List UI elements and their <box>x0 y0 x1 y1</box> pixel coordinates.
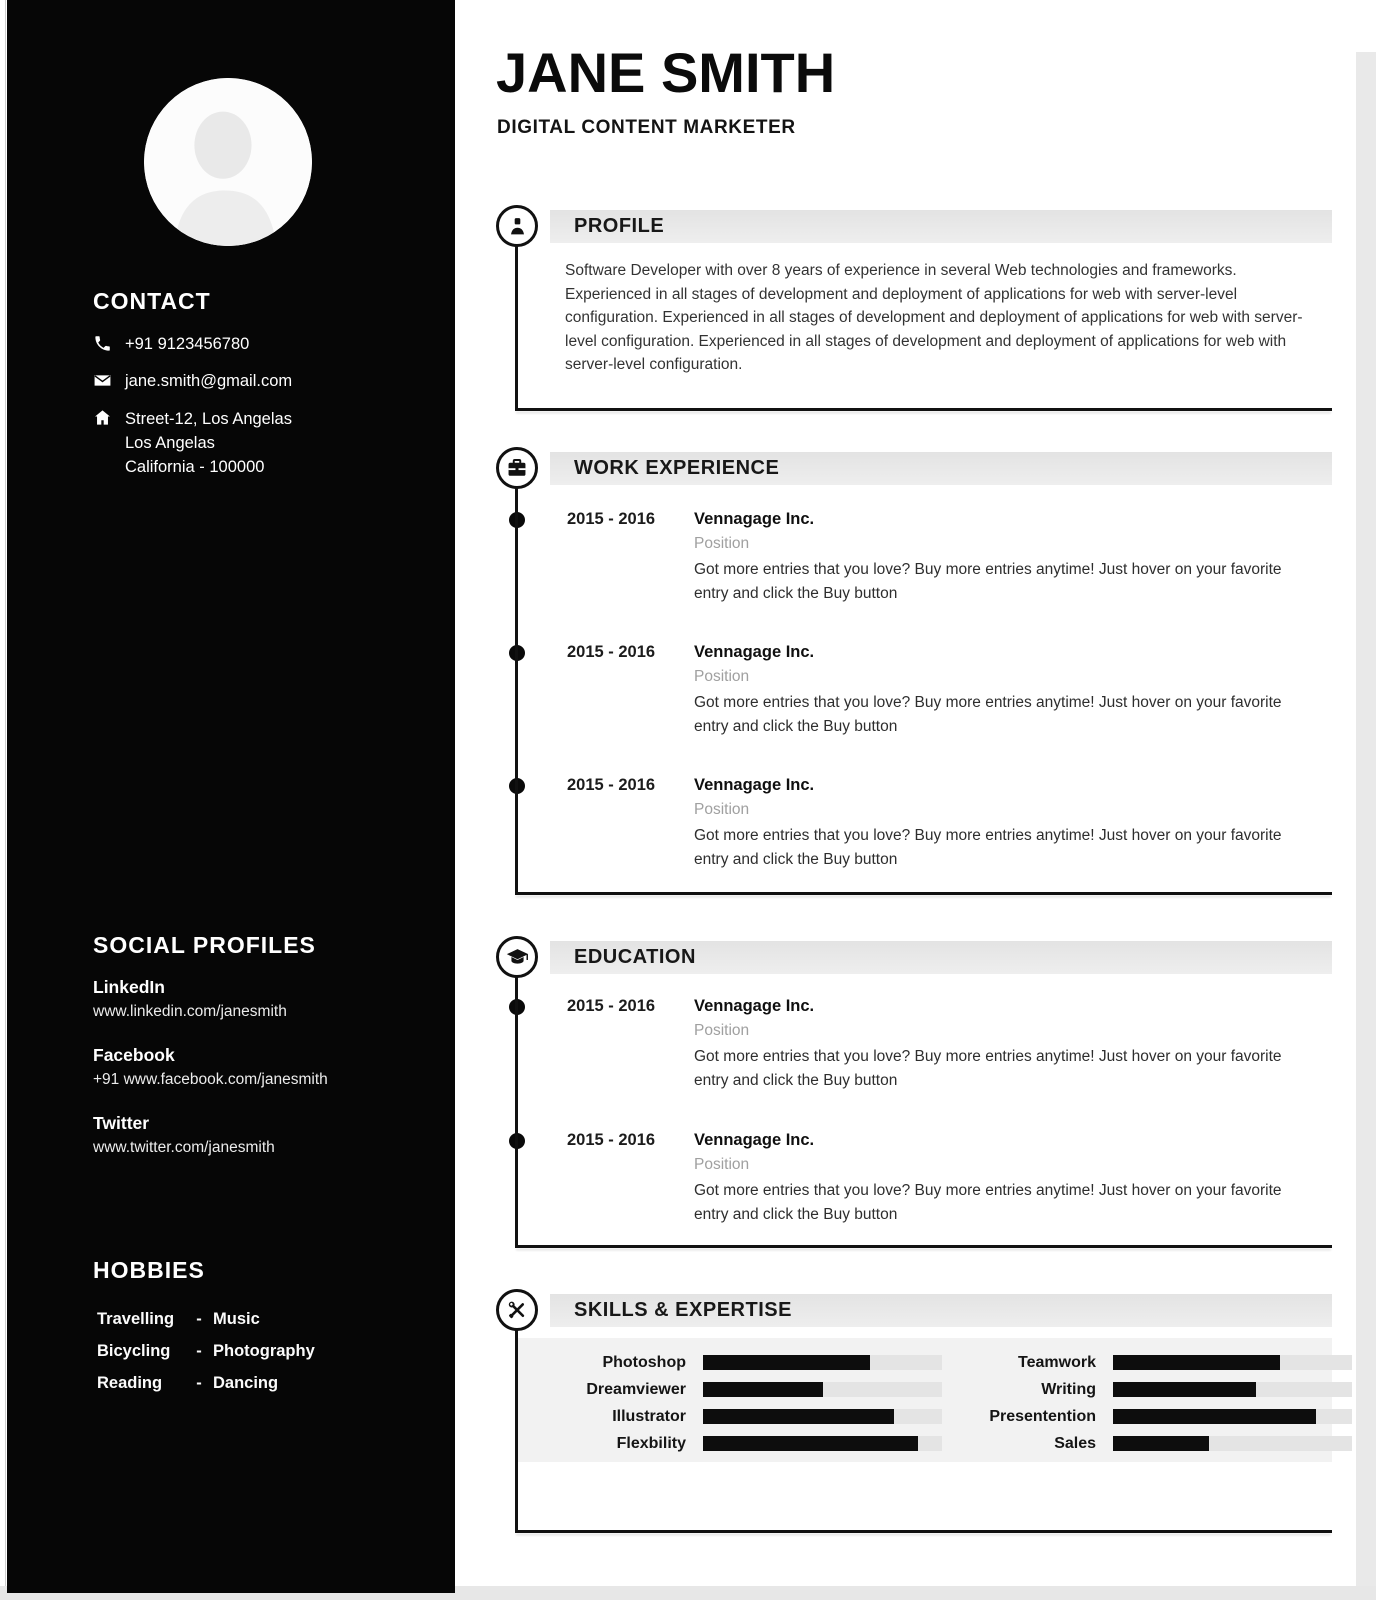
skill-bar <box>1113 1436 1352 1451</box>
profile-heading: PROFILE <box>574 215 665 237</box>
profile-left-border <box>515 246 518 408</box>
contact-phone: +91 9123456780 <box>125 335 250 353</box>
skill-bar <box>1113 1409 1352 1424</box>
address-line-3: California - 100000 <box>125 458 265 476</box>
social-url: +91 www.facebook.com/janesmith <box>93 1071 328 1088</box>
skill-bar-fill <box>703 1409 894 1424</box>
skill-label: Illustrator <box>612 1408 686 1425</box>
skill-label: Writing <box>1041 1381 1096 1398</box>
hobby-separator: - <box>196 1310 202 1328</box>
work-bottom-border <box>515 892 1332 895</box>
page-title: JANE SMITH <box>496 41 836 104</box>
hobby-row <box>93 1310 425 1329</box>
contact-address <box>125 407 292 479</box>
education-left-border <box>515 977 518 1245</box>
sidebar <box>7 0 455 1593</box>
skill-label: Sales <box>1054 1435 1096 1452</box>
hobbies-heading: HOBBIES <box>93 1257 205 1283</box>
entry-company: Vennagage Inc. <box>694 510 815 528</box>
home-icon <box>93 408 112 427</box>
contact-phone-row <box>93 333 425 355</box>
skill-bar-fill <box>703 1436 918 1451</box>
skill-bar <box>1113 1382 1352 1397</box>
social-item-twitter <box>93 1113 425 1157</box>
entry-position: Position <box>694 1022 750 1039</box>
entry-company: Vennagage Inc. <box>694 1131 815 1149</box>
entry-description: Got more entries that you love? Buy more entries anytime! Just hover on your favorite entry and click the Buy button <box>694 561 1282 602</box>
skill-bar-fill <box>703 1382 823 1397</box>
skills-bottom-border <box>515 1530 1332 1533</box>
contact-section <box>93 288 425 494</box>
hobby-separator: - <box>196 1342 202 1360</box>
skill-label: Teamwork <box>1018 1354 1096 1371</box>
social-label: Twitter <box>93 1113 150 1133</box>
entry-date: 2015 - 2016 <box>567 643 656 661</box>
hobby-right: Photography <box>213 1342 315 1360</box>
profile-bottom-border <box>515 408 1332 411</box>
entry-company: Vennagage Inc. <box>694 776 815 794</box>
entry-date: 2015 - 2016 <box>567 1131 656 1149</box>
social-profiles-section <box>93 932 425 1181</box>
phone-icon <box>93 334 112 353</box>
entry-company: Vennagage Inc. <box>694 997 815 1015</box>
entry-description: Got more entries that you love? Buy more entries anytime! Just hover on your favorite entry and click the Buy button <box>694 1182 1282 1223</box>
profile-banner <box>550 210 1332 243</box>
education-banner <box>550 941 1332 974</box>
briefcase-icon <box>504 455 530 481</box>
social-url: www.linkedin.com/janesmith <box>93 1003 287 1020</box>
page-right-edge <box>1356 52 1376 1600</box>
crossed-tools-icon <box>504 1297 530 1323</box>
entry-date: 2015 - 2016 <box>567 997 656 1015</box>
hobby-row <box>93 1374 425 1393</box>
social-label: LinkedIn <box>93 977 165 997</box>
social-label: Facebook <box>93 1045 175 1065</box>
hobby-separator: - <box>196 1374 202 1392</box>
entry-position: Position <box>694 1156 750 1173</box>
page-left-edge <box>5 0 6 1593</box>
person-icon <box>505 214 530 239</box>
work-left-border <box>515 488 518 892</box>
entry-position: Position <box>694 801 750 818</box>
skill-bar <box>1113 1355 1352 1370</box>
contact-email-row <box>93 370 425 392</box>
skill-label: Presentention <box>989 1408 1096 1425</box>
skill-label: Photoshop <box>602 1354 686 1371</box>
profile-summary: Software Developer with over 8 years of experience in several Web technologies and frameworks. Experienced in all stages of development and deployment of applications for web with server-level configuration. Experienced in all stages of development and deployment of applications for web with server-level configuration. Experienced in all stages of development and deployment of applications for web with server-level configuration. <box>565 262 1303 373</box>
envelope-icon <box>93 371 112 390</box>
entry-description: Got more entries that you love? Buy more entries anytime! Just hover on your favorite entry and click the Buy button <box>694 827 1282 868</box>
entry-date: 2015 - 2016 <box>567 776 656 794</box>
skill-label: Flexbility <box>616 1435 686 1452</box>
hobbies-section <box>93 1257 425 1406</box>
skill-label: Dreamviewer <box>586 1381 686 1398</box>
skills-banner <box>550 1294 1332 1327</box>
graduation-cap-icon <box>504 944 531 971</box>
address-line-1: Street-12, Los Angelas <box>125 410 292 428</box>
contact-email: jane.smith@gmail.com <box>125 372 293 390</box>
skill-bar-fill <box>1113 1409 1316 1424</box>
work-heading: WORK EXPERIENCE <box>574 457 780 479</box>
avatar <box>144 78 312 246</box>
profile-badge <box>496 205 538 247</box>
skills-left-border <box>515 1330 518 1530</box>
work-banner <box>550 452 1332 485</box>
hobby-right: Dancing <box>213 1374 279 1392</box>
entry-description: Got more entries that you love? Buy more entries anytime! Just hover on your favorite entry and click the Buy button <box>694 694 1282 735</box>
education-heading: EDUCATION <box>574 946 696 968</box>
address-line-2: Los Angelas <box>125 434 215 452</box>
social-item-facebook <box>93 1045 425 1089</box>
contact-address-row <box>93 407 425 479</box>
entry-company: Vennagage Inc. <box>694 643 815 661</box>
contact-heading: CONTACT <box>93 288 211 314</box>
social-item-linkedin <box>93 977 425 1021</box>
entry-position: Position <box>694 535 750 552</box>
skill-bar-fill <box>1113 1355 1280 1370</box>
social-profiles-heading: SOCIAL PROFILES <box>93 932 316 958</box>
hobby-left: Reading <box>97 1374 163 1392</box>
hobby-left: Travelling <box>97 1310 175 1328</box>
skill-bar-fill <box>1113 1436 1209 1451</box>
education-bottom-border <box>515 1245 1332 1248</box>
work-badge <box>496 447 538 489</box>
skill-bar-fill <box>1113 1382 1256 1397</box>
social-url: www.twitter.com/janesmith <box>93 1139 275 1156</box>
education-badge <box>496 936 538 978</box>
hobby-left: Bicycling <box>97 1342 171 1360</box>
hobby-row <box>93 1342 425 1361</box>
entry-description: Got more entries that you love? Buy more entries anytime! Just hover on your favorite entry and click the Buy button <box>694 1048 1282 1089</box>
skill-bar-fill <box>703 1355 870 1370</box>
skills-badge <box>496 1289 538 1331</box>
hobby-right: Music <box>213 1310 260 1328</box>
entry-date: 2015 - 2016 <box>567 510 656 528</box>
entry-position: Position <box>694 668 750 685</box>
skills-heading: SKILLS & EXPERTISE <box>574 1299 792 1321</box>
person-silhouette-icon <box>144 78 312 246</box>
job-title: DIGITAL CONTENT MARKETER <box>497 117 796 138</box>
